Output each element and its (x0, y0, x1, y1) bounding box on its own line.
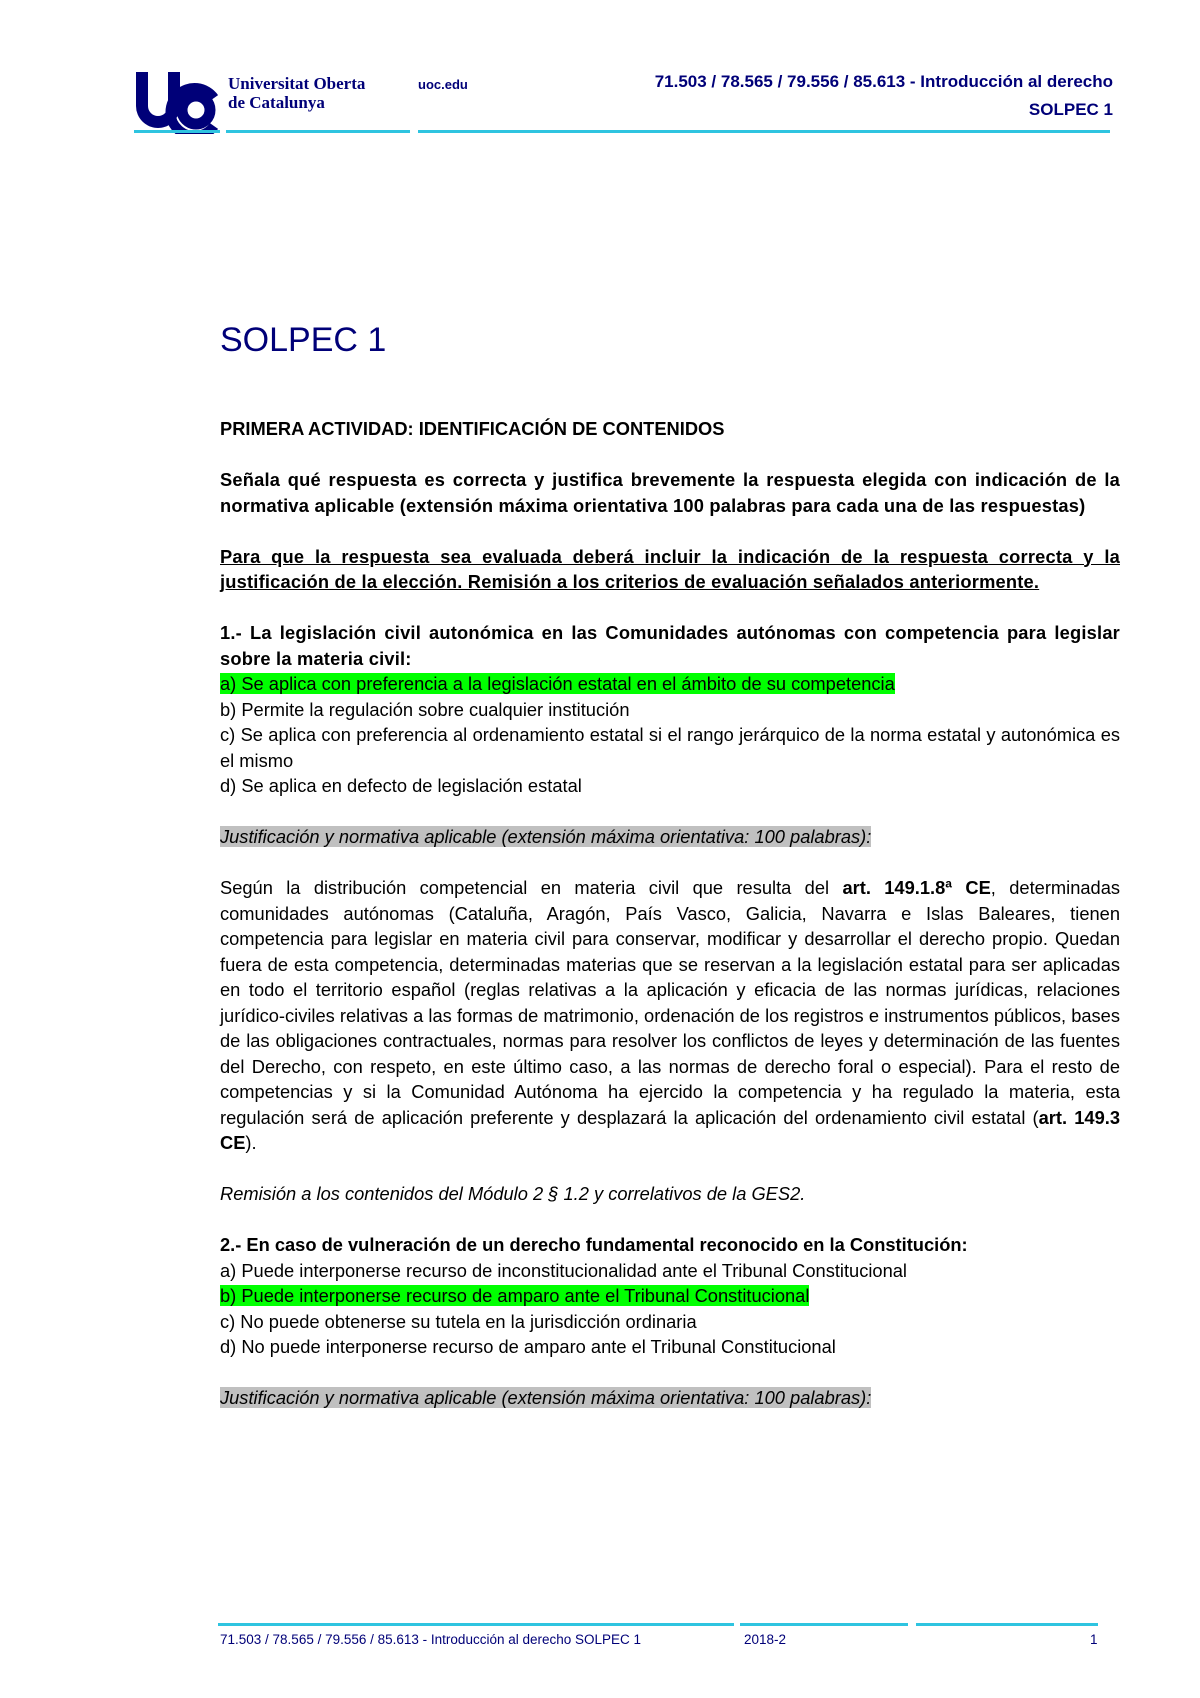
activity-title: PRIMERA ACTIVIDAD: IDENTIFICACIÓN DE CONTENIDOS (220, 418, 725, 439)
question-2-option-b (220, 1283, 1120, 1309)
logo-line-2: de Catalunya (228, 93, 325, 112)
correct-answer-highlight: a) Se aplica con preferencia a la legislación estatal en el ámbito de su competencia (220, 673, 895, 694)
answer-text: , determinadas comunidades autónomas (Cataluña, Aragón, País Vasco, Galicia, Navarra e Islas Baleares, tienen competencia para legislar en materia civil para conservar, modificar y desarrollar el derecho propio. Quedan fuera de esta competencia, determinadas materias que se reservan a la legislación estatal para ser aplicadas en todo el territorio español (reglas relativas a la aplicación y eficacia de las normas jurídicas, relaciones jurídico-civiles relativas a las formas de matrimonio, ordenación de los registros e instrumentos públicos, bases de las obligaciones contractuales, normas para resolver los conflictos de leyes y determinación de las fuentes del Derecho, con respeto, en este último caso, a las normas de derecho foral o especial). Para el resto de competencias y si la Comunidad Autónoma ha ejercido la competencia y ha regulado la materia, esta regulación será de aplicación preferente y desplazará la aplicación del ordenamiento civil estatal ( (220, 877, 1121, 1128)
footer-rule (916, 1623, 1098, 1626)
header-rule (134, 130, 220, 133)
header-subtitle: SOLPEC 1 (1028, 100, 1113, 119)
document-body (220, 320, 1120, 1411)
evaluation-note: Para que la respuesta sea evaluada deberá incluir la indicación de la respuesta correcta y la justificación de la elección. Remisión a los criterios de evaluación señalados anteriormente. (220, 545, 1120, 592)
header-course-title: 71.503 / 78.565 / 79.556 / 85.613 - Introducción al derecho (654, 72, 1113, 91)
header-url[interactable]: uoc.edu (418, 77, 468, 92)
document-title: SOLPEC 1 (220, 321, 387, 359)
question-2-option-a: a) Puede interponerse recurso de inconstitucionalidad ante el Tribunal Constitucional (220, 1259, 907, 1281)
question-1-reference: Remisión a los contenidos del Módulo 2 § 1.2 y correlativos de la GES2. (220, 1183, 806, 1204)
question-2-option-d: d) No puede interponerse recurso de amparo ante el Tribunal Constitucional (220, 1336, 836, 1357)
header-rule (418, 130, 1110, 133)
logo-line-1: Universitat Oberta (228, 74, 366, 93)
footer-rule (218, 1623, 734, 1626)
answer-article-ref: art. 149.3 CE (220, 1106, 1120, 1153)
question-1-option-b: b) Permite la regulación sobre cualquier institución (220, 698, 630, 720)
question-1-title: 1.- La legislación civil autonómica en las Comunidades autónomas con competencia para legislar sobre la materia civil: (220, 622, 1120, 669)
question-2-option-c: c) No puede obtenerse su tutela en la jurisdicción ordinaria (220, 1310, 697, 1332)
footer-rule (740, 1623, 908, 1626)
question-2-justification-label (220, 1385, 1120, 1411)
answer-text: ). (245, 1132, 257, 1153)
question-1-answer (220, 875, 1120, 1156)
footer-course: 71.503 / 78.565 / 79.556 / 85.613 - Introducción al derecho SOLPEC 1 (220, 1632, 642, 1647)
question-1-option-c: c) Se aplica con preferencia al ordenamiento estatal si el rango jerárquico de la norma estatal y autonómica es el mismo (220, 724, 1120, 771)
footer-year: 2018-2 (744, 1632, 787, 1647)
justification-label-text: Justificación y normativa aplicable (extensión máxima orientativa: 100 palabras): (220, 826, 872, 847)
header-rule (226, 130, 410, 133)
question-1-option-d: d) Se aplica en defecto de legislación estatal (220, 775, 582, 796)
answer-text: Según la distribución competencial en materia civil que resulta del (220, 877, 843, 898)
uoc-logo-icon (134, 68, 220, 134)
question-2-title: 2.- En caso de vulneración de un derecho fundamental reconocido en la Constitución: (220, 1234, 968, 1255)
justification-label-text: Justificación y normativa aplicable (extensión máxima orientativa: 100 palabras): (220, 1387, 872, 1408)
question-1-justification-label (220, 824, 1120, 850)
question-1-option-a (220, 671, 1120, 697)
uoc-logo-text (228, 74, 365, 112)
answer-article-ref: art. 149.1.8ª CE (842, 877, 991, 898)
instructions: Señala qué respuesta es correcta y justifica brevemente la respuesta elegida con indicación de la normativa aplicable (extensión máxima orientativa 100 palabras para cada una de las respuestas) (220, 469, 1120, 516)
footer-page-number: 1 (1090, 1632, 1098, 1647)
correct-answer-highlight: b) Puede interponerse recurso de amparo ante el Tribunal Constitucional (220, 1285, 810, 1306)
